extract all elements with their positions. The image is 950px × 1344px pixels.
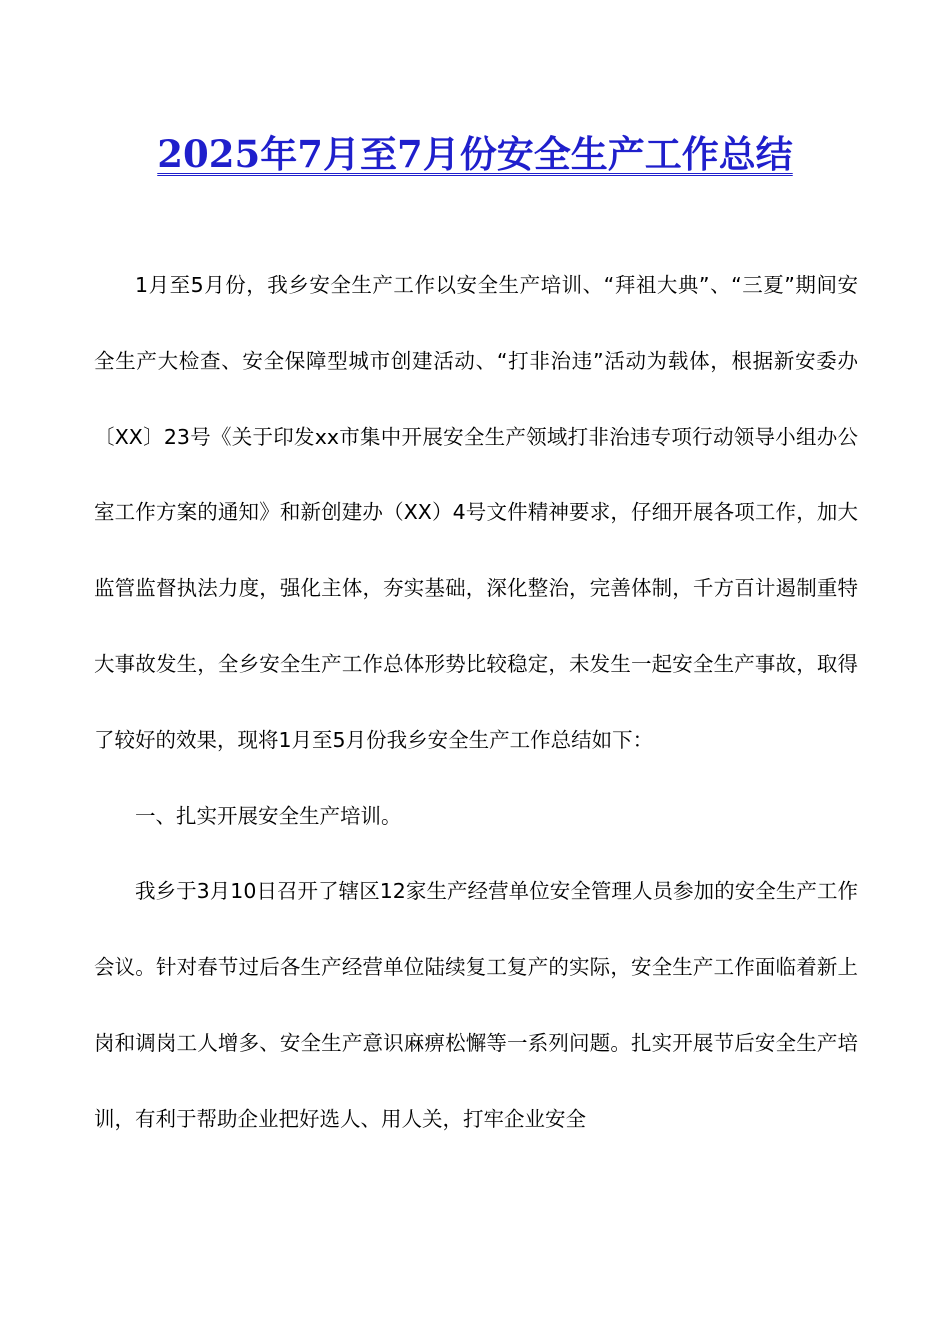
paragraph-section-1: 我乡于3月10日召开了辖区12家生产经营单位安全管理人员参加的安全生产工作会议。针对春节过后各生产经营单位陆续复工复产的实际，安全生产工作面临着新上岗和调岗工人增多、安全生产意识麻痹松懈等一系列问题。扎实开展节后安全生产培训，有利于帮助企业把好选人、用人关，打牢企业安全 bbox=[94, 879, 858, 1131]
section-heading-1: 一、扎实开展安全生产培训。 bbox=[135, 803, 402, 828]
document-title: 2025年7月至7月份安全生产工作总结 bbox=[157, 132, 793, 176]
paragraph-intro: 1月至5月份，我乡安全生产工作以安全生产培训、“拜祖大典”、“三夏”期间安全生产大检查、安全保障型城市创建活动、“打非治违”活动为载体，根据新安委办〔XX〕23号《关于印发xx市集中开展安全生产领域打非治违专项行动领导小组办公室工作方案的通知》和新创建办（XX）4号文件精神要求，仔细开展各项工作，加大监管监督执法力度，强化主体，夯实基础，深化整治，完善体制，千方百计遏制重特大事故发生，全乡安全生产工作总体形势比较稳定，未发生一起安全生产事故，取得了较好的效果，现将1月至5月份我乡安全生产工作总结如下： bbox=[94, 273, 858, 752]
document-body bbox=[94, 248, 858, 1158]
